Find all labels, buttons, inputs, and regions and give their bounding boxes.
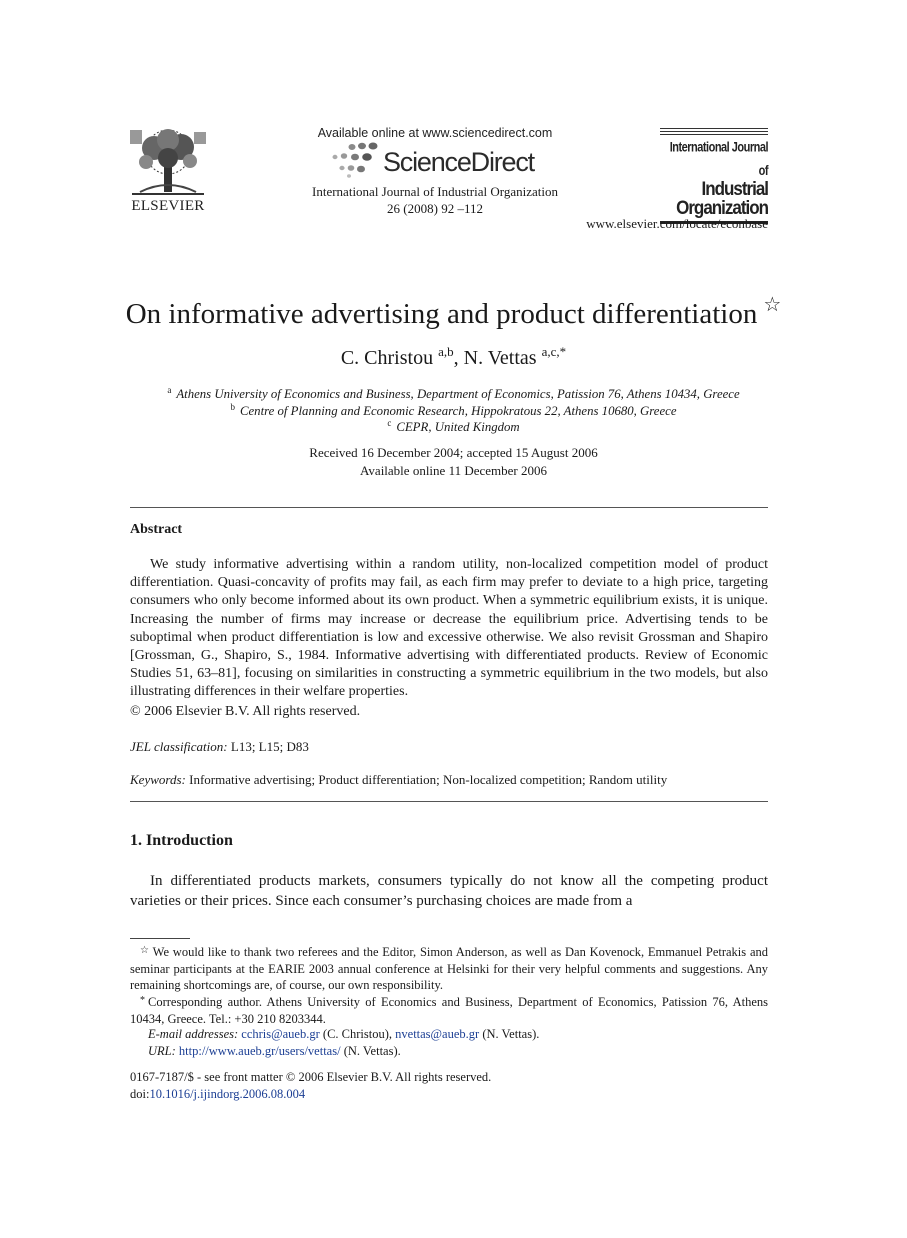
footnote-corresponding <box>130 993 768 1027</box>
doi-line <box>130 1087 305 1102</box>
url-label: URL: <box>148 1044 176 1058</box>
journal-name: International Journal of Industrial Organization <box>312 184 558 199</box>
email-link-vettas[interactable]: nvettas@aueb.gr <box>395 1027 480 1041</box>
article-title-text: On informative advertising and product differentiation <box>125 298 758 330</box>
footnote-asterisk: * <box>140 995 145 1006</box>
journal-logo-line3: Organization <box>676 196 768 219</box>
footnote-star-icon: ☆ <box>140 945 150 956</box>
author-name: N. Vettas <box>463 347 537 369</box>
footnote-thanks <box>130 943 768 994</box>
author-affil-marks: a,b <box>438 344 454 359</box>
email-label: E-mail addresses: <box>148 1027 239 1041</box>
affiliation-text: CEPR, United Kingdom <box>396 420 520 434</box>
divider <box>130 507 768 508</box>
title-footnote-star-icon[interactable]: ☆ <box>763 294 782 316</box>
email-link-christou[interactable]: cchris@aueb.gr <box>241 1027 320 1041</box>
jel-label: JEL classification: <box>130 739 228 754</box>
abstract-copyright: © 2006 Elsevier B.V. All rights reserved. <box>130 704 361 719</box>
affiliation-mark: c <box>387 418 392 428</box>
journal-cover-logo <box>660 128 768 219</box>
article-title <box>80 292 827 331</box>
journal-logo-line1: International Journal of <box>669 140 768 179</box>
journal-url[interactable]: www.elsevier.com/locate/econbase <box>586 216 768 231</box>
keywords-value: Informative advertising; Product differentiation; Non-localized competition; Random utility <box>189 772 668 787</box>
affiliation-a <box>60 385 847 402</box>
footnote-emails <box>148 1027 539 1042</box>
intro-paragraph: In differentiated products markets, consumers typically do not know all the competing product varieties or their prices. Since each consumer’s purchasing choices are made from a <box>130 873 768 909</box>
affiliation-c <box>60 418 847 435</box>
footnote-corresponding-text: Corresponding author. Athens University of Economics and Business, Department of Economics, Patission 76, Athens 10434, Greece. Tel.: +30 210 8203344. <box>130 995 768 1026</box>
received-dates: Received 16 December 2004; accepted 15 August 2006 <box>309 445 598 460</box>
author-separator: , <box>453 347 459 369</box>
affiliation-text: Centre of Planning and Economic Research, Hippokratous 22, Athens 10680, Greece <box>239 404 677 418</box>
keywords <box>130 772 667 788</box>
email-owner: (N. Vettas). <box>482 1027 540 1041</box>
section-heading: 1. Introduction <box>130 832 233 849</box>
email-owner: (C. Christou), <box>322 1027 393 1041</box>
author-affil-marks: a,c,* <box>541 344 567 359</box>
keywords-label: Keywords: <box>130 772 186 787</box>
jel-classification <box>130 739 309 755</box>
author-list <box>100 344 807 370</box>
available-date: Available online 11 December 2006 <box>360 463 547 478</box>
available-online-text: Available online at www.sciencedirect.com <box>317 126 553 140</box>
affiliation-b <box>60 402 847 419</box>
jel-value: L13; L15; D83 <box>230 739 309 754</box>
author-name: C. Christou <box>340 347 434 369</box>
publisher-name: ELSEVIER <box>131 198 205 214</box>
abstract-body: We study informative advertising within a random utility, non-localized competition model of product differentiation. Quasi-concavity of profits may fail, as each firm may prefer to deviate to a high price, targeting consumers who only become informed about its own product. When a symmetric equilibrium exists, it is unique. Increasing the number of firms may increase or decrease the equilibrium price. Advertising tends to be suboptimal when product differentiation is low and excessive otherwise. We also revisit Grossman and Shapiro [Grossman, G., Shapiro, S., 1984. Informative advertising with differentiated products. Review of Economic Studies 51, 63–81], focusing on similarities in constructing a symmetric equilibrium in the two models, but also illustrating differences in their welfare properties. <box>130 557 768 700</box>
affiliation-text: Athens University of Economics and Business, Department of Economics, Patission 76, Athens 10434, Greece <box>176 387 740 401</box>
footnote-thanks-text: We would like to thank two referees and the Editor, Simon Anderson, as well as Dan Kovenock, Emmanuel Petrakis and seminar participants at the EARIE 2003 annual conference at Helsinki for their very helpful comments and suggestions. Any remaining shortcomings are, of course, our own responsibility. <box>130 945 768 993</box>
footnote-divider <box>130 938 190 939</box>
volume-info: 26 (2008) 92 –112 <box>387 201 483 216</box>
doi-label: doi: <box>130 1087 150 1101</box>
journal-logo-line2: Industrial <box>701 177 768 200</box>
affiliation-mark: b <box>230 402 235 412</box>
sciencedirect-logo <box>330 142 545 178</box>
abstract-heading: Abstract <box>130 522 183 537</box>
issn-line: 0167-7187/$ - see front matter © 2006 Elsevier B.V. All rights reserved. <box>130 1070 492 1084</box>
footnote-url <box>148 1044 401 1059</box>
homepage-link[interactable]: http://www.aueb.gr/users/vettas/ <box>178 1044 341 1058</box>
doi-link[interactable]: 10.1016/j.ijindorg.2006.08.004 <box>149 1087 306 1101</box>
sciencedirect-dots-icon <box>330 142 382 178</box>
divider <box>130 801 768 802</box>
url-owner: (N. Vettas). <box>343 1044 401 1058</box>
sciencedirect-wordmark: ScienceDirect <box>383 147 534 177</box>
affiliation-mark: a <box>167 385 172 395</box>
